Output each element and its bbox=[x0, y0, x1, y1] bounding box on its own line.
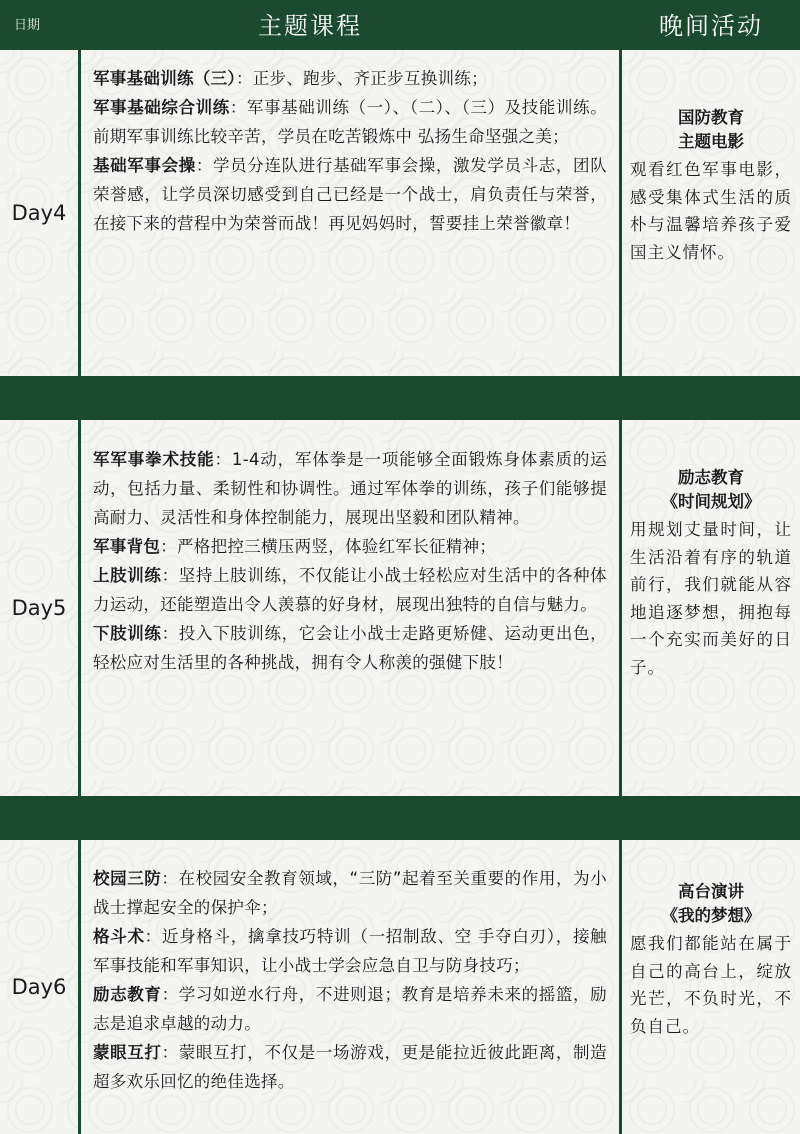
course-item bbox=[93, 151, 607, 238]
course-item-text: ：学员分连队进行基础军事会操，激发学员斗志，团队荣誉感，让学员深切感受到自己已经是一个战士，肩负责任与荣誉，在接下来的营程中为荣誉而战！再见妈妈时，誓要挂上荣誉徽章！ bbox=[93, 156, 607, 233]
course-item bbox=[93, 64, 607, 93]
day-label: Day6 bbox=[11, 975, 67, 999]
day-cell bbox=[0, 50, 78, 376]
header-main-column: 主题课程 bbox=[258, 12, 362, 40]
course-item-text: ：投入下肢训练，它会让小战士走路更矫健、运动更出色，轻松应对生活里的各种挑战，拥有令人称羡的强健下肢！ bbox=[93, 624, 607, 672]
course-item-text: ：蒙眼互打，不仅是一场游戏，更是能拉近彼此距离，制造超多欢乐回忆的绝佳选择。 bbox=[93, 1043, 607, 1091]
course-item-text: ：严格把控三横压两竖，体验红军长征精神； bbox=[160, 537, 497, 556]
day-cell bbox=[0, 840, 78, 1134]
evening-activity-cell bbox=[622, 840, 800, 1134]
evening-title: 励志教育 bbox=[678, 468, 744, 487]
course-item-text: ：近身格斗，擒拿技巧特训（一招制敌、空 手夺白刃），接触军事技能和军事知识，让小战士学会应急自卫与防身技巧； bbox=[93, 927, 607, 975]
course-item-title: 下肢训练 bbox=[93, 624, 162, 643]
course-item-title: 军军事拳术技能 bbox=[93, 450, 215, 469]
table-header bbox=[0, 0, 800, 46]
table-row-day6 bbox=[0, 840, 800, 1134]
course-item-title: 军事基础训练（三） bbox=[93, 69, 236, 88]
evening-title: 国防教育 bbox=[678, 108, 744, 127]
course-item-title: 蒙眼互打 bbox=[93, 1043, 162, 1062]
evening-subtitle: 主题电影 bbox=[678, 132, 744, 151]
course-item bbox=[93, 864, 607, 922]
table-row-day5 bbox=[0, 420, 800, 796]
course-item-title: 励志教育 bbox=[93, 985, 162, 1004]
course-item-text: ：正步、跑步、齐正步互换训练； bbox=[235, 69, 488, 88]
header-evening-column: 晚间活动 bbox=[659, 12, 763, 40]
evening-activity-cell bbox=[622, 420, 800, 796]
course-item-title: 基础军事会操 bbox=[93, 156, 196, 175]
main-course-cell bbox=[81, 840, 619, 1134]
course-item-title: 上肢训练 bbox=[93, 566, 162, 585]
day-cell bbox=[0, 420, 78, 796]
evening-title: 高台演讲 bbox=[678, 882, 744, 901]
course-item bbox=[93, 561, 607, 619]
main-course-cell bbox=[81, 420, 619, 796]
course-item-text: ：学习如逆水行舟，不进则退；教育是培养未来的摇篮，励志是追求卓越的动力。 bbox=[93, 985, 607, 1033]
course-item-title: 格斗术 bbox=[93, 927, 145, 946]
table-row-day4 bbox=[0, 50, 800, 376]
course-item-title: 军事基础综合训练 bbox=[93, 98, 230, 117]
main-course-cell bbox=[81, 50, 619, 376]
header-day-column: 日期 bbox=[14, 18, 41, 33]
evening-description: 用规划丈量时间，让生活沿着有序的轨道前行，我们就能从容地追逐梦想，拥抱每一个充实而美好的日子。 bbox=[630, 520, 792, 677]
evening-activity-cell bbox=[622, 50, 800, 376]
course-item bbox=[93, 532, 607, 561]
day-label: Day5 bbox=[11, 596, 67, 620]
course-item bbox=[93, 980, 607, 1038]
course-item-title: 校园三防 bbox=[93, 869, 162, 888]
course-item-text: ：1-4动，军体拳是一项能够全面锻炼身体素质的运动，包括力量、柔韧性和协调性。通过军体拳的训练，孩子们能够提高耐力、灵活性和身体控制能力，展现出坚毅和团队精神。 bbox=[93, 450, 607, 527]
evening-subtitle: 《我的梦想》 bbox=[661, 906, 761, 925]
course-item bbox=[93, 922, 607, 980]
course-item bbox=[93, 619, 607, 677]
evening-subtitle: 《时间规划》 bbox=[661, 492, 761, 511]
course-item-title: 军事背包 bbox=[93, 537, 161, 556]
course-item bbox=[93, 1038, 607, 1096]
course-item-text: ：在校园安全教育领域，“三防”起着至关重要的作用，为小战士撑起安全的保护伞； bbox=[93, 869, 607, 917]
evening-description: 愿我们都能站在属于自己的高台上，绽放光芒，不负时光，不负自己。 bbox=[630, 934, 792, 1036]
evening-description: 观看红色军事电影，感受集体式生活的质朴与温馨培养孩子爱国主义情怀。 bbox=[630, 160, 792, 262]
course-item-text: ：坚持上肢训练，不仅能让小战士轻松应对生活中的各种体力运动，还能塑造出令人羡慕的好身材，展现出独特的自信与魅力。 bbox=[93, 566, 607, 614]
day-label: Day4 bbox=[11, 201, 67, 225]
course-item bbox=[93, 93, 607, 151]
course-item-text: ：军事基础训练（一）、（二）、（三）及技能训练。前期军事训练比较辛苦，学员在吃苦锻炼中 弘扬生命坚强之美； bbox=[93, 98, 607, 146]
course-item bbox=[93, 445, 607, 532]
